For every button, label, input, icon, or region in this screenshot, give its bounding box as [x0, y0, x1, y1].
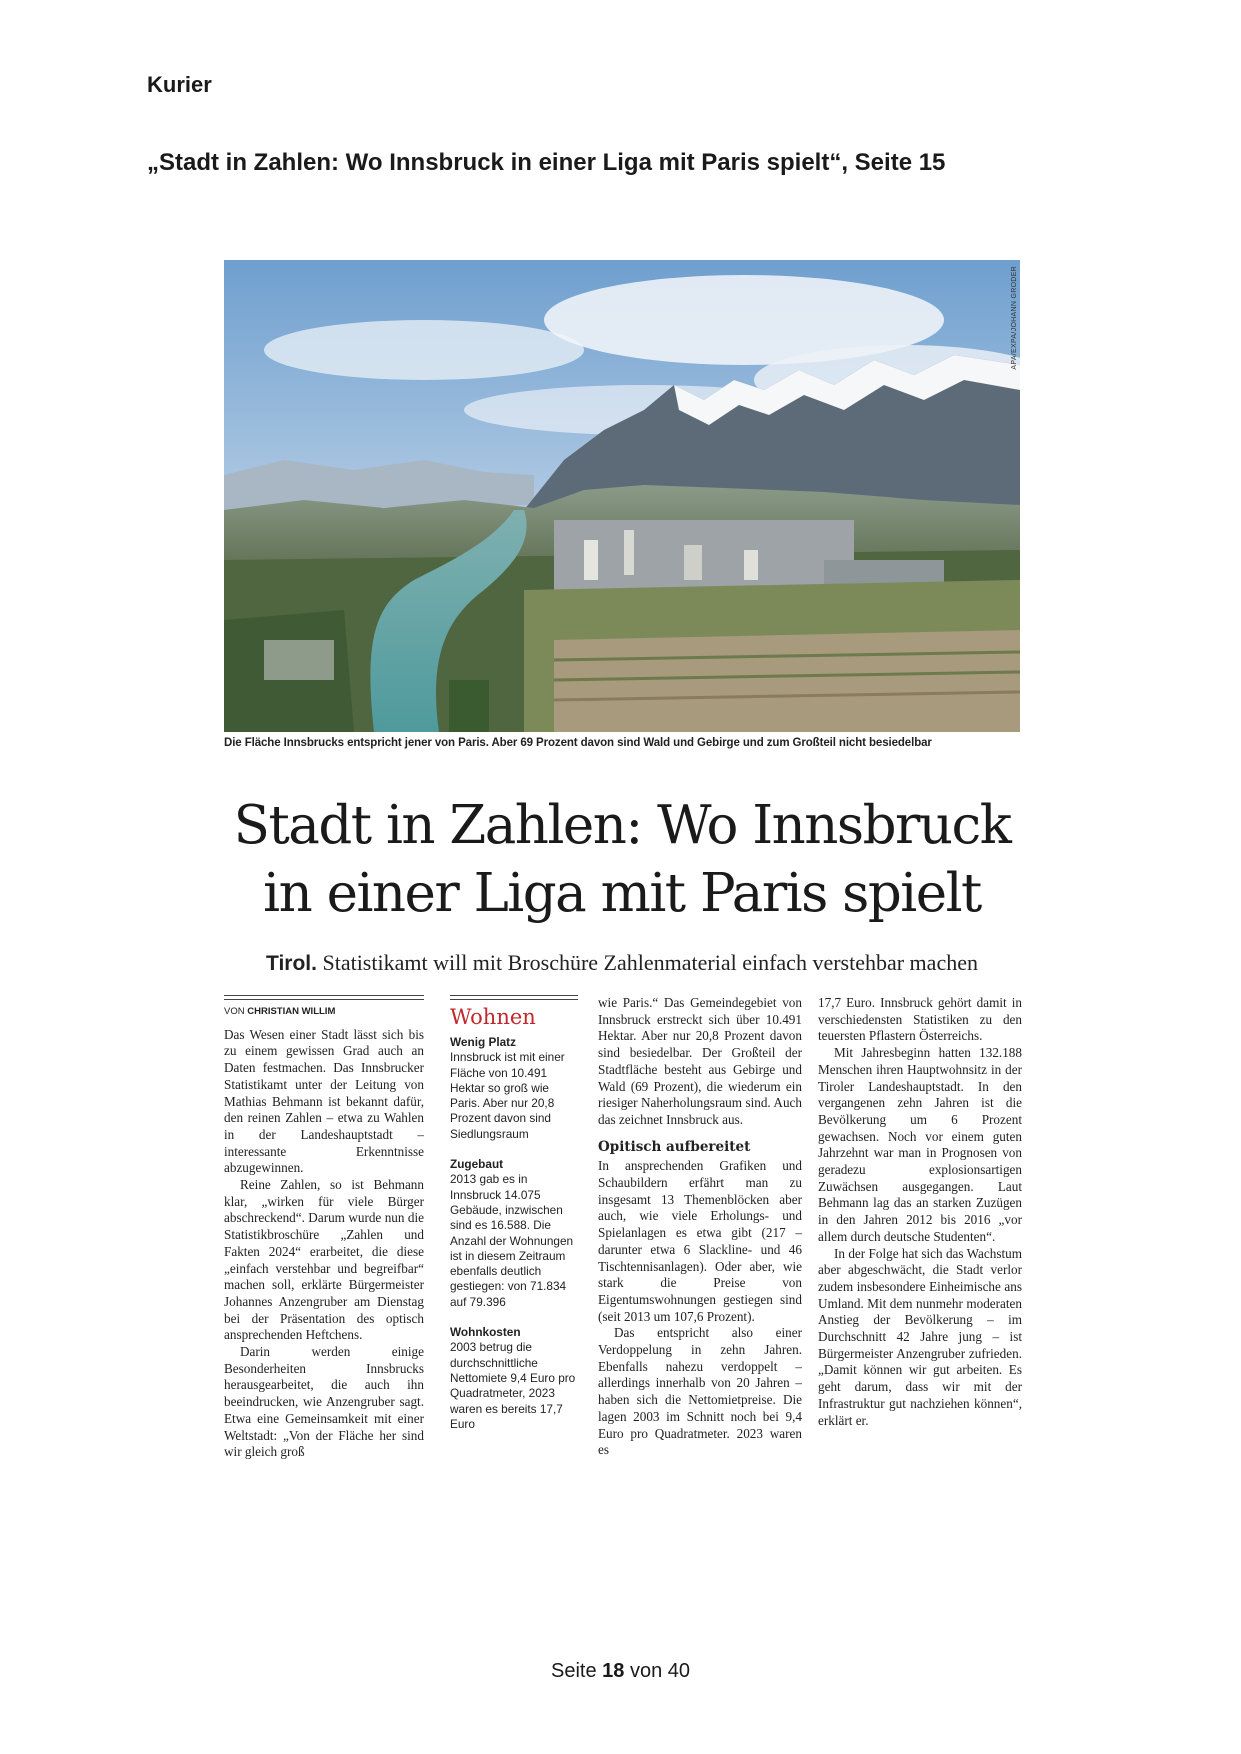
current-page-number: 18 [602, 1660, 625, 1682]
factbox-item-heading: Wenig Platz [450, 1035, 516, 1049]
factbox-item [450, 1157, 578, 1310]
factbox-rule [450, 995, 578, 1000]
factbox-item [450, 1035, 578, 1142]
footer-prefix: Seite [550, 1660, 597, 1682]
article-column-4 [818, 995, 1022, 1429]
factbox-title: Wohnen [450, 1005, 536, 1029]
byline [224, 1004, 424, 1021]
footer-middle: von [629, 1660, 663, 1682]
byline-author: CHRISTIAN WILLIM [247, 1006, 336, 1017]
factbox-item-text: 2013 gab es in Innsbruck 14.075 Gebäude, inzwischen sind es 16.588. Die Anzahl der Wohnungen ist in diesem Zeitraum ebenfalls deutlich gestiegen: von 71.834 auf 79.396 [450, 1172, 574, 1309]
factbox-item-heading: Wohnkosten [450, 1325, 521, 1340]
headline-line-2: in einer Liga mit Paris spielt [263, 863, 981, 924]
subheadline-text: Statistikamt will mit Broschüre Zahlenmaterial einfach verstehbar machen [322, 950, 978, 975]
paragraph: Mit Jahresbeginn hatten 132.188 Menschen ihren Hauptwohnsitz in der Tiroler Landeshauptstadt. In den vergangenen zehn Jahren ist die Bevölkerung um 6 Prozent gewachsen. Noch vor einem guten Jahrzehnt war man in Prognosen von geradezu explosionsartigen Zuwächsen ausgegangen. Laut Behmann lag das an starken Zuzügen in den Jahren 2012 bis 2016 „vor allem durch deutsche Studenten“. [818, 1045, 1022, 1244]
kicker: Tirol. [266, 952, 317, 975]
factbox-wohnen [450, 995, 578, 1447]
paragraph: Darin werden einige Besonderheiten Innsbrucks herausgearbeitet, die auch ihn beeindrucken, wie Anzengruber sagt. Etwa eine Gemeinsamkeit mit einer Weltstadt: „Von der Fläche her sind wir gleich groß [224, 1344, 424, 1460]
headline [222, 792, 1022, 928]
subheadline [222, 950, 1022, 976]
factbox-item [450, 1325, 578, 1432]
newspaper-clipping [222, 260, 1022, 1530]
factbox-item-text: 2003 betrug die durchschnittliche Nettomiete 9,4 Euro pro Quadratmeter, 2023 waren es bereits 17,7 Euro [450, 1340, 576, 1431]
factbox-item-text: Innsbruck ist mit einer Fläche von 10.491 Hektar so groß wie Paris. Aber nur 20,8 Prozent davon sind Siedlungsraum [450, 1050, 565, 1141]
reference-title: „Stadt in Zahlen: Wo Innsbruck in einer Liga mit Paris spielt“, Seite 15 [147, 149, 946, 176]
article-column-1 [224, 995, 424, 1461]
innsbruck-aerial-photo [224, 260, 1020, 732]
paragraph: Das Wesen einer Stadt lässt sich bis zu einem gewissen Grad auch an Daten festmachen. Das Innsbrucker Statistikamt unter der Leitung von Mathias Behmann ist bekannt dafür, den reinen Zahlen – etwa zu Wahlen in der Landeshauptstadt – interessante Erkenntnisse abzugewinnen. [224, 1026, 424, 1176]
paragraph: Das entspricht also einer Verdoppelung in zehn Jahren. Ebenfalls nahezu verdoppelt – allerdings innerhalb von 20 Jahren – haben sich die Nettomietpreise. Die lagen 2003 im Schnitt noch bei 9,4 Euro pro Quadratmeter. 2023 waren es [598, 1325, 802, 1458]
byline-prefix: VON [224, 1006, 245, 1017]
headline-line-1: Stadt in Zahlen: Wo Innsbruck [233, 795, 1011, 856]
section-subhead: Opitisch aufbereitet [598, 1138, 751, 1155]
factbox-item-heading: Zugebaut [450, 1157, 504, 1172]
source-name: Kurier [147, 72, 212, 97]
byline-rule [224, 995, 424, 1000]
paragraph: Reine Zahlen, so ist Behmann klar, „wirken für viele Bürger abschreckend“. Darum wurde nun die Statistikbroschüre „Zahlen und Fakten 2024“ erarbeitet, die diese „einfach verstehbar und begreifbar“ machen soll, erklärte Bürgermeister Johannes Anzengruber am Dienstag bei der Präsentation des optisch ansprechenden Heftchens. [224, 1177, 424, 1343]
article-column-3 [598, 995, 802, 1459]
photo-caption: Die Fläche Innsbrucks entspricht jener von Paris. Aber 69 Prozent davon sind Wald und Gebirge und zum Großteil nicht besiedelbar [224, 737, 932, 749]
page-footer [0, 1660, 1241, 1683]
paragraph: 17,7 Euro. Innsbruck gehört damit in verschiedensten Statistiken zu den teuersten Pflastern Österreichs. [818, 995, 1022, 1044]
paragraph: In ansprechenden Grafiken und Schaubildern erfährt man zu insgesamt 13 Themenblöcken aber auch, wie viele Erholungs- und Spielanlagen es etwa gibt (217 – darunter etwa 6 Slackline- und 46 Tischtennisanlagen). Oder aber, wie stark die Preise von Eigentumswohnungen gestiegen sind (seit 2013 um 107,6 Prozent). [598, 1158, 802, 1324]
paragraph: wie Paris.“ Das Gemeindegebiet von Innsbruck erstreckt sich über 10.491 Hektar. Aber nur 20,8 Prozent davon sind besiedelbar. Der Großteil der Stadtfläche besteht aus Gebirge und Wald (69 Prozent), die wiederum ein riesiger Naherholungsraum sind. Auch das zeichnet Innsbruck aus. [598, 995, 802, 1127]
photo-credit: APA/EXPA/JOHANN GRODER [1011, 266, 1018, 370]
total-page-count: 40 [667, 1660, 691, 1682]
paragraph: In der Folge hat sich das Wachstum aber abgeschwächt, die Stadt verlor zudem insbesondere Einheimische ans Umland. Mit dem nunmehr moderaten Anstieg der Bevölkerung – im Durchschnitt 42 Jahre jung – ist Bürgermeister Anzengruber zufrieden. „Damit können wir gut arbeiten. Es geht darum, dass wir mit der Infrastruktur gut nachziehen können“, erklärt er. [818, 1245, 1022, 1428]
